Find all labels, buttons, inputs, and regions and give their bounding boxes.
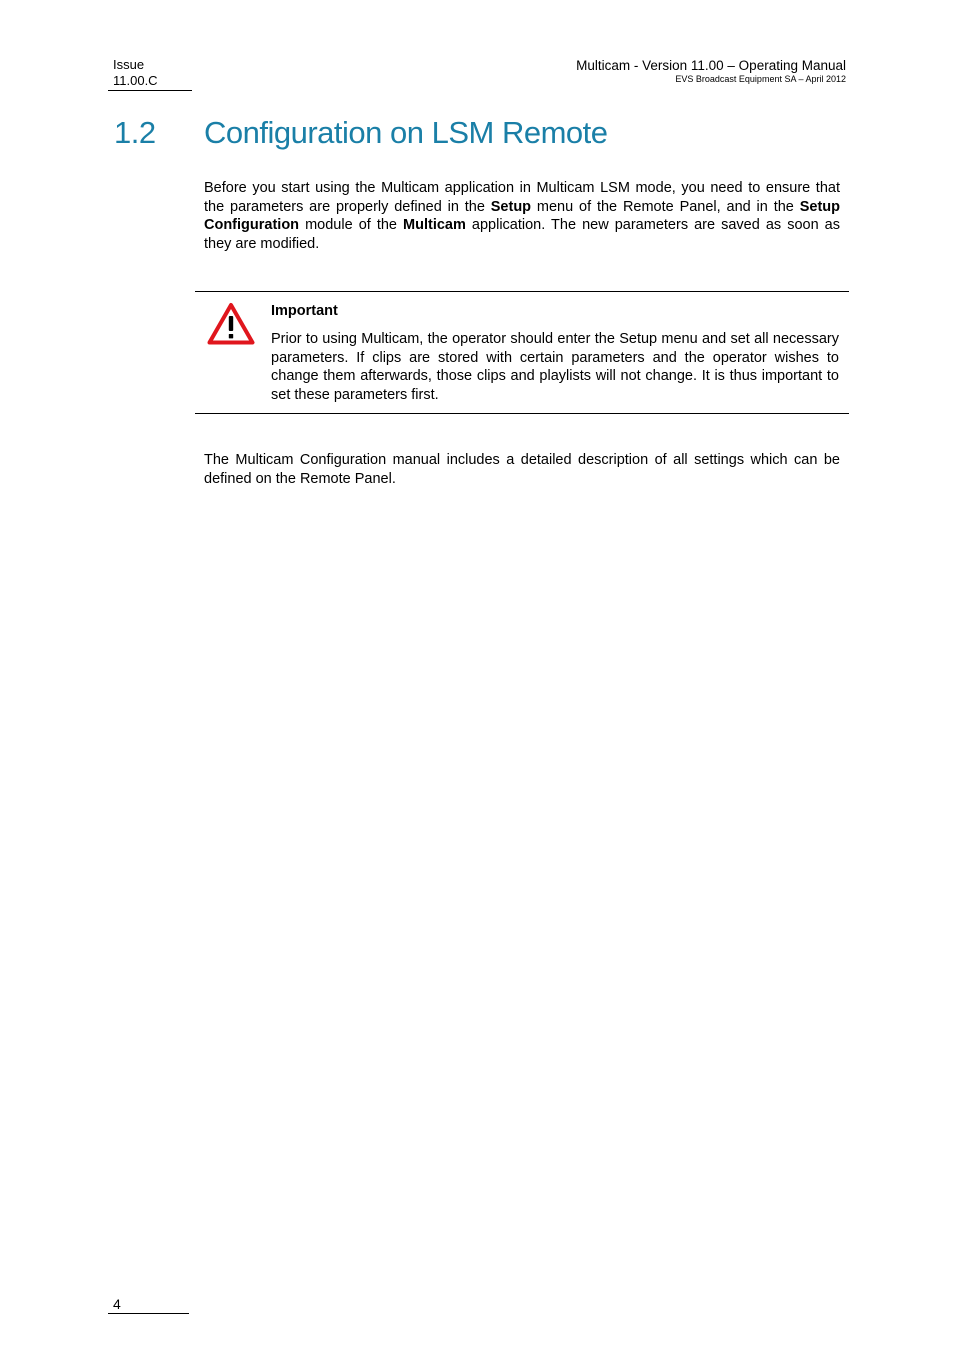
- section-title: Configuration on LSM Remote: [204, 115, 608, 150]
- issue-label: Issue: [113, 57, 145, 72]
- intro-bold-multicam: Multicam: [403, 217, 466, 234]
- intro-paragraph: [204, 179, 840, 253]
- intro-bold-setup: Setup: [490, 198, 532, 215]
- intro-text-3: module of the: [299, 217, 404, 234]
- issue-block: [108, 57, 192, 91]
- document-title: Multicam - Version 11.00 – Operating Manual: [576, 58, 846, 73]
- important-text: Prior to using Multicam, the operator should enter the Setup menu and set all necessary parameters. If clips are stored with certain parameters and the operator wishes to change them afterwards, those clips and playlists will not change. It is thus important to set these parameters first.: [271, 331, 839, 403]
- document-subtitle: EVS Broadcast Equipment SA – April 2012: [675, 74, 846, 84]
- intro-text-4: application. The new parameters are saved as soon as they are modified.: [204, 217, 840, 252]
- section-number: 1.2: [114, 115, 156, 150]
- important-note: [195, 291, 849, 414]
- warning-icon: [207, 302, 255, 345]
- page-number: 4: [108, 1295, 189, 1314]
- issue-number: 11.00.C: [113, 73, 158, 88]
- document-header: [576, 58, 846, 85]
- intro-text-1: Before you start using the Multicam application in Multicam LSM mode, you need to ensure that the parameters are properly defined in the: [204, 180, 840, 215]
- intro-text-2: menu of the Remote Panel, and in the: [531, 198, 800, 215]
- closing-paragraph: The Multicam Configuration manual includes a detailed description of all settings which can be defined on the Remote Panel.: [204, 452, 840, 487]
- important-label: Important: [271, 303, 338, 319]
- intro-bold-setup-configuration: Setup Configuration: [204, 198, 840, 234]
